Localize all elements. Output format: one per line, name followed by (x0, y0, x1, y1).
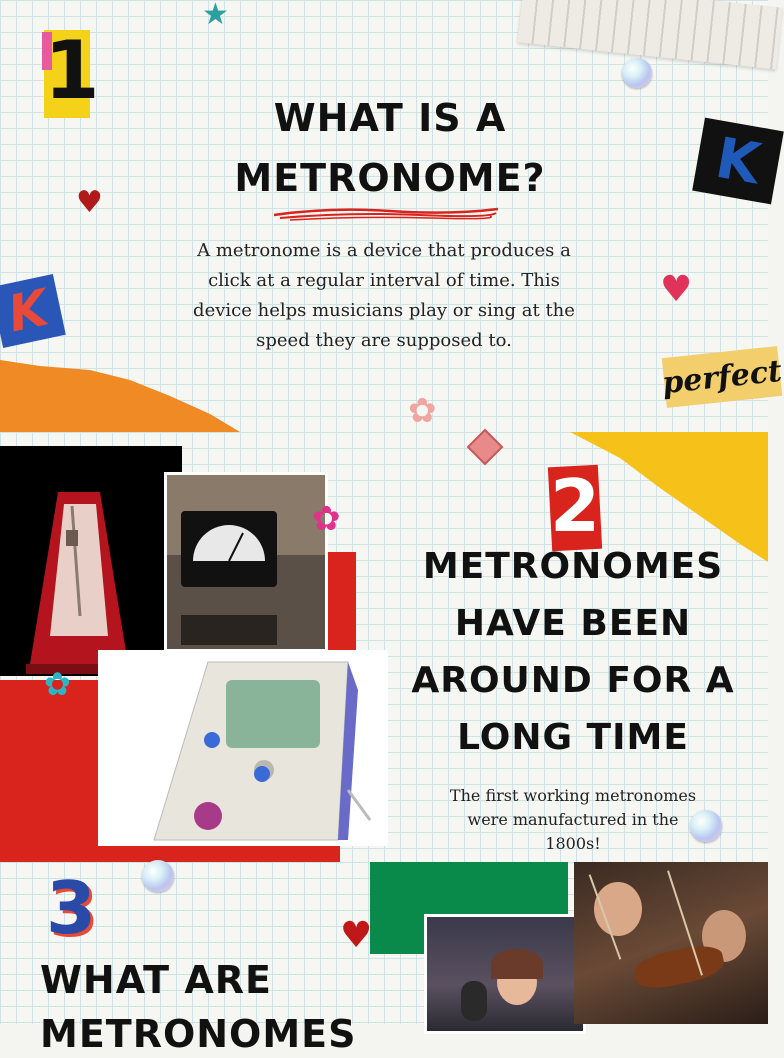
flower-icon: ✿ (408, 391, 437, 431)
what-are-title-line-1: WHAT ARE (40, 958, 272, 1002)
pink-flower-icon: ✿ (312, 499, 341, 539)
k-sticker-left-letter: K (3, 278, 53, 344)
diamond-gem-icon (467, 429, 504, 466)
section-what-is-metronome (0, 0, 784, 432)
section-history (0, 432, 768, 862)
microphone-icon (461, 981, 487, 1021)
history-title-line-1: METRONOMES (422, 546, 724, 587)
pyramid-metronome-icon (0, 446, 182, 676)
body-line-2: click at a regular interval of time. This (208, 270, 560, 291)
history-body-line-1: The first working metronomes (449, 786, 697, 805)
history-body-line-3: 1800s! (545, 834, 601, 853)
heart-icon: ♥ (76, 185, 103, 220)
gem-icon-3 (142, 860, 174, 892)
photo-singer (424, 914, 586, 1034)
singer-scene (427, 917, 583, 1031)
k-sticker-left (0, 274, 66, 348)
section-number-1: 1 (44, 24, 100, 117)
photo-orchestra (574, 862, 768, 1024)
body-line-3: device helps musicians play or sing at the (193, 300, 575, 321)
section-what-are-metronomes (0, 862, 768, 1056)
cyan-flower-icon: ✿ (44, 665, 71, 703)
perfect-sticker-text: perfect (660, 353, 784, 401)
body-line-4: speed they are supposed to. (256, 330, 512, 351)
history-title-line-3: AROUND FOR A (411, 660, 735, 701)
scribble-underline (270, 203, 502, 223)
k-sticker-right (692, 118, 784, 205)
body-line-1: A metronome is a device that produces a (197, 240, 571, 261)
title-line-1: WHAT IS A (273, 96, 507, 140)
pink-heart-icon: ♥ (660, 269, 693, 310)
history-body-line-2: were manufactured in the (467, 810, 679, 829)
photo-pyramid-metronome (0, 446, 182, 676)
singer-hair (491, 949, 543, 979)
photo-box-metronome (164, 472, 328, 652)
what-are-title-line-2: METRONOMES (40, 1012, 357, 1056)
star-icon: ★ (202, 0, 229, 32)
violin-icon (631, 941, 726, 993)
k-sticker-right-letter: K (710, 125, 766, 197)
history-title-line-4: LONG TIME (457, 717, 689, 758)
history-title-line-2: HAVE BEEN (454, 603, 692, 644)
orange-paper (0, 356, 240, 432)
gem-icon-2 (690, 810, 722, 842)
section-number-3: 3 (45, 866, 97, 950)
section-number-2: 2 (549, 464, 601, 548)
title-line-2: METRONOME? (234, 156, 546, 200)
photo-digital-metronome (98, 650, 388, 846)
digital-metronome-icon (98, 650, 388, 846)
perfect-sticker (662, 346, 783, 408)
box-metronome-icon (167, 475, 325, 649)
newspaper-scrap (517, 0, 782, 69)
gem-icon (622, 58, 652, 88)
heart-icon-2: ♥ (340, 915, 373, 956)
